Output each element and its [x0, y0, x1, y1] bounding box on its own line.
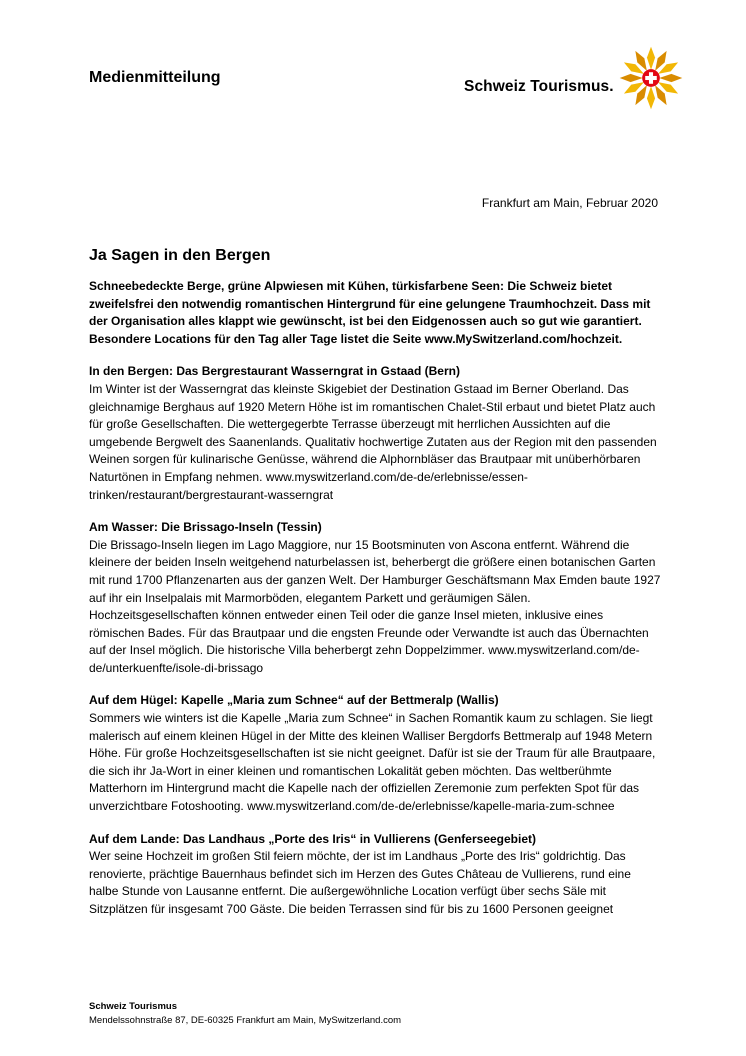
section-wasserngrat: [89, 363, 661, 504]
footer: [89, 1000, 401, 1028]
dateline: Frankfurt am Main, Februar 2020: [481, 196, 658, 210]
section-bettmeralp: [89, 692, 661, 815]
document-type-heading: Medienmitteilung: [89, 69, 221, 86]
section-heading: In den Bergen: Das Bergrestaurant Wasserngrat in Gstaad (Bern): [89, 364, 460, 379]
section-text: Wer seine Hochzeit im großen Stil feiern möchte, der ist im Landhaus „Porte des Iris“ goldrichtig. Das renovierte, prächtige Bauernhaus befindet sich im Herzen des Gutes Château de Vullierens, rund eine halbe Stunde von Lausanne entfernt. Die außergewöhnliche Location verfügt über sechs Säle mit Sitzplätzen für insgesamt 700 Gäste. Die beiden Terrassen sind für bis zu 1600 Personen geeignet: [89, 849, 631, 916]
footer-address: Mendelssohnstraße 87, DE-60325 Frankfurt am Main, MySwitzerland.com: [89, 1015, 402, 1026]
page-title: Ja Sagen in den Bergen: [89, 247, 271, 264]
brand-name: Schweiz Tourismus.: [464, 78, 614, 95]
lead-paragraph: Schneebedeckte Berge, grüne Alpwiesen mit Kühen, türkisfarbene Seen: Die Schweiz bietet zweifelsfrei den notwendig romantischen Hintergrund für eine gelungene Traumhochzeit. Dass mit der Organisation alles klappt wie gewünscht, ist bei den Eidgenossen auch so gut wie garantiert. Besondere Locations für den Tag aller Tage listet die Seite www.MySwitzerland.com/hochzeit.: [89, 279, 651, 346]
section-vullierens: [89, 831, 661, 919]
footer-organization: Schweiz Tourismus: [89, 1001, 177, 1012]
section-text: Sommers wie winters ist die Kapelle „Maria zum Schnee“ in Sachen Romantik kaum zu schlagen. Sie liegt malerisch auf einem kleinen Hügel in der Mitte des kleinen Walliser Bergdorfs Bettmeralp auf 1948 Metern Höhe. Für große Hochzeitsgesellschaften ist sie nicht geeignet. Dafür ist sie der Traum für alle Brautpaare, die sich ihr Ja-Wort in einer kleinen und romantischen Lokalität geben möchten. Das weltberühmte Matterhorn im Hintergrund macht die Kapelle nach der offiziellen Zeremonie zum perfekten Spot für das unverzichtbare Fotoshooting. www.myswitzerland.com/de-de/erlebnisse/kapelle-maria-zum-schnee: [89, 711, 656, 814]
swiss-flower-cross-icon: [617, 44, 685, 112]
section-heading: Auf dem Hügel: Kapelle „Maria zum Schnee“ auf der Bettmeralp (Wallis): [89, 693, 499, 708]
section-brissago: [89, 519, 661, 677]
article-body: [89, 278, 661, 919]
section-text: Die Brissago-Inseln liegen im Lago Maggiore, nur 15 Bootsminuten von Ascona entfernt. Während die kleinere der beiden Inseln weitgehend naturbelassen ist, beherbergt die größere einen botanischen Garten mit rund 1700 Pflanzenarten aus der ganzen Welt. Der Hamburger Geschäftsmann Max Emden baute 1927 auf ihr ein Inselpalais mit Marmorböden, elegantem Parkett und geräumigen Sälen. Hochzeitsgesellschaften können entweder einen Teil oder die ganze Insel mieten, inklusive eines römischen Bades. Für das Brautpaar und die engsten Freunde oder Verwandte ist auch das Übernachten auf der Insel möglich. Die historische Villa beherbergt zehn Doppelzimmer. www.myswitzerland.com/de-de/unterkuenfte/isole-di-brissago: [89, 537, 661, 675]
section-heading: Auf dem Lande: Das Landhaus „Porte des Iris“ in Vullierens (Genferseegebiet): [89, 831, 536, 846]
section-text: Im Winter ist der Wasserngrat das kleinste Skigebiet der Destination Gstaad im Berner Oberland. Das gleichnamige Berghaus auf 1920 Metern Höhe ist im romantischen Chalet-Stil erbaut und bietet Platz auch für große Gesellschaften. Die wettergegerbte Terrasse überzeugt mit herrlichen Aussichten auf die umgebende Bergwelt des Saanenlands. Qualitativ hochwertige Zutaten aus der Region mit den passenden Weinen sorgen für kulinarische Genüsse, während die Alphornbläser das Brautpaar mit unüberhörbaren Naturtönen in Empfang nehmen. www.myswitzerland.com/de-de/erlebnisse/essen-trinken/restaurant/bergrestaurant-wasserngrat: [89, 381, 657, 502]
section-heading: Am Wasser: Die Brissago-Inseln (Tessin): [89, 520, 322, 535]
